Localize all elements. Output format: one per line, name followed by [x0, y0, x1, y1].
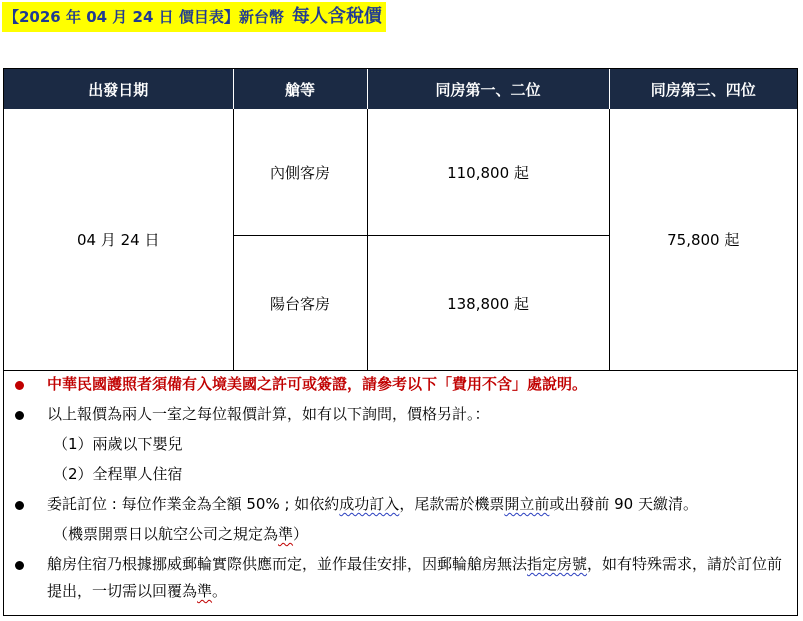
bullet-dot-icon — [15, 411, 24, 420]
note-text-part: ） — [293, 525, 309, 543]
title-prefix: 【2026 年 04 月 24 日 價目表】新台幣 — [4, 8, 284, 26]
header-price-first-second: 同房第一、二位 — [367, 69, 609, 109]
note-sub-item — [4, 521, 797, 548]
note-pricing-basis — [4, 401, 797, 428]
cabin-cell: 陽台客房 — [233, 236, 367, 371]
notes-section — [4, 371, 797, 605]
note-text: 以上報價為兩人一室之每位報價計算，如有以下詢問，價格另計。： — [47, 405, 490, 423]
price-third-fourth-cell: 75,800 起 — [609, 109, 797, 371]
note-sub-item: （2）全程單人住宿 — [53, 465, 183, 483]
bullet-dot-icon — [15, 501, 24, 510]
price-first-second-cell: 138,800 起 — [367, 236, 609, 371]
header-price-third-fourth: 同房第三、四位 — [609, 69, 797, 109]
title-emphasis: 每人含稅價 — [291, 6, 382, 27]
note-text-part: 準 — [278, 525, 294, 543]
note-text-part: 。 — [212, 582, 228, 600]
note-text-part: ，如有特殊需求，請於訂位前提出，一切需以回覆為 — [47, 555, 783, 600]
note-booking-deposit — [4, 491, 797, 518]
price-box — [3, 68, 798, 616]
note-text-part: 開立前 — [504, 495, 550, 513]
cabin-cell: 內側客房 — [233, 109, 367, 236]
note-text-part: 委託訂位 : 每位作業金為全額 50% ; 如依約 — [47, 495, 340, 513]
price-first-second-cell: 110,800 起 — [367, 109, 609, 236]
note-sub-item: （1）兩歲以下嬰兒 — [53, 435, 183, 453]
price-list-title — [2, 2, 386, 32]
note-text-part: 或出發前 90 天繳清。 — [549, 495, 698, 513]
price-table — [4, 69, 797, 371]
note-text-part: 準 — [197, 582, 213, 600]
bullet-dot-icon — [15, 561, 24, 570]
bullet-dot-icon — [15, 381, 24, 390]
note-passport — [4, 371, 797, 398]
note-text-part: 成功訂入 — [339, 495, 400, 513]
header-cabin-class: 艙等 — [233, 69, 367, 109]
departure-date-cell: 04 月 24 日 — [4, 109, 233, 371]
header-departure-date: 出發日期 — [4, 69, 233, 109]
note-text-part: 指定房號 — [527, 555, 588, 573]
note-text-part: 艙房住宿乃根據挪威郵輪實際供應而定，並作最佳安排，因郵輪艙房無法 — [47, 555, 528, 573]
note-text: 中華民國護照者須備有入境美國之許可或簽證，請參考以下「費用不含」處說明。 — [47, 375, 588, 393]
table-row — [4, 109, 797, 236]
note-text-part: ，尾款需於機票 — [399, 495, 505, 513]
note-cabin-assignment — [4, 551, 797, 605]
note-text-part: （機票開票日以航空公司之規定為 — [53, 525, 279, 543]
table-header-row — [4, 69, 797, 109]
